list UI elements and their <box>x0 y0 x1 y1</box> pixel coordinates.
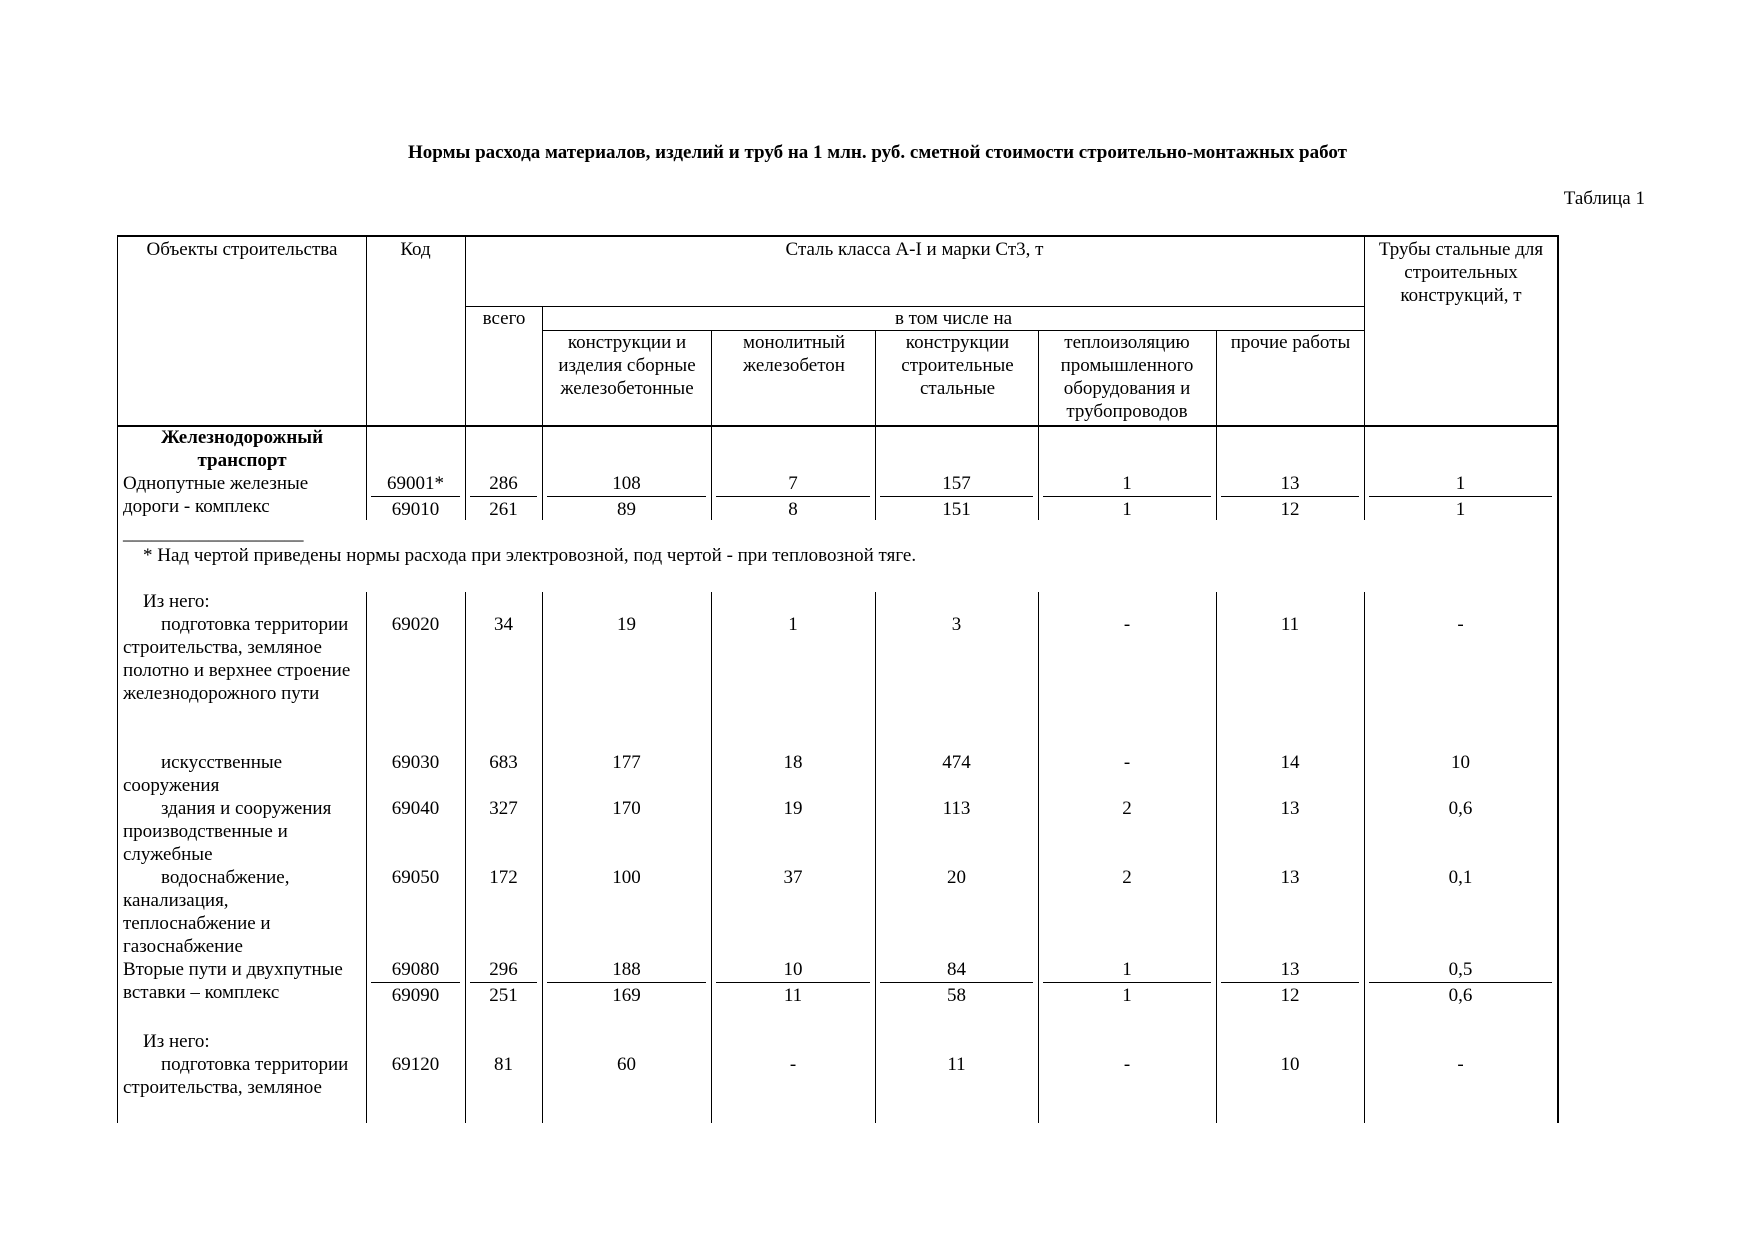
value-cell: 296 <box>489 959 518 980</box>
row-name: Однопутные железные дороги - комплекс <box>123 473 309 517</box>
fraction-line <box>1369 982 1552 983</box>
code-cell: 69050 <box>391 867 440 888</box>
code-cell: 69090 <box>391 985 440 1006</box>
value-cell: 169 <box>612 985 641 1006</box>
value-cell: 11 <box>1280 614 1300 635</box>
col-border-prefab-lower <box>542 592 543 1123</box>
header-including: в том числе на <box>894 308 1013 329</box>
value-cell: 7 <box>788 473 798 494</box>
col-border-insulation <box>1038 330 1039 520</box>
fraction-line <box>880 496 1033 497</box>
page-title: Нормы расхода материалов, изделий и труб на 1 млн. руб. сметной стоимости строительно-монтажных работ <box>408 142 1347 163</box>
header-steel: Сталь класса А-I и марки Ст3, т <box>785 239 1044 260</box>
col-border-monolith-lower <box>711 592 712 1123</box>
value-cell: 2 <box>1122 798 1132 819</box>
table-top-border <box>117 235 1558 237</box>
fraction-line <box>1221 496 1359 497</box>
value-cell: 0,6 <box>1448 985 1473 1006</box>
value-cell: 13 <box>1280 473 1300 494</box>
col-border-pipes-lower <box>1364 592 1365 1123</box>
col-border-prefab <box>542 306 543 520</box>
value-cell: 474 <box>942 752 971 773</box>
value-cell: 37 <box>783 867 803 888</box>
fraction-line <box>716 982 870 983</box>
value-cell: 12 <box>1280 499 1300 520</box>
value-cell: - <box>1457 1054 1464 1075</box>
header-pipes: Трубы стальные для строительных конструкций, т <box>1378 239 1544 306</box>
value-cell: 1 <box>1455 473 1466 494</box>
col-border-insulation-lower <box>1038 592 1039 1123</box>
value-cell: 18 <box>783 752 803 773</box>
header-steel-structures: конструкции строительные стальные <box>901 332 1014 399</box>
col-border-steel-lower <box>875 592 876 1123</box>
value-cell: 1 <box>1122 499 1132 520</box>
value-cell: 327 <box>489 798 518 819</box>
of-it-label: Из него: <box>143 1031 210 1052</box>
code-cell: 69120 <box>391 1054 440 1075</box>
fraction-line <box>470 496 537 497</box>
value-cell: 1 <box>1122 959 1132 980</box>
header-code: Код <box>400 239 431 260</box>
header-other: прочие работы <box>1230 332 1351 353</box>
value-cell: 14 <box>1280 752 1300 773</box>
col-border-other <box>1216 330 1217 520</box>
code-cell: 69080 <box>391 959 440 980</box>
fraction-line <box>371 982 460 983</box>
header-monolith: монолитный железобетон <box>743 332 845 376</box>
value-cell: 188 <box>612 959 641 980</box>
fraction-line <box>547 496 706 497</box>
col-border-code <box>366 235 367 520</box>
value-cell: 10 <box>783 959 803 980</box>
code-cell: 69010 <box>391 499 440 520</box>
value-cell: - <box>1123 752 1131 773</box>
col-border-total-lower <box>465 592 466 1123</box>
value-cell: 170 <box>612 798 641 819</box>
fraction-line <box>547 982 706 983</box>
code-cell: 69020 <box>391 614 440 635</box>
col-border-total <box>465 235 466 520</box>
value-cell: 10 <box>1451 752 1470 773</box>
value-cell: 108 <box>612 473 641 494</box>
value-cell: 13 <box>1280 867 1300 888</box>
value-cell: 19 <box>617 614 636 635</box>
footnote-separator: ___________________ <box>123 523 304 544</box>
value-cell: - <box>1457 614 1464 635</box>
of-it-label: Из него: <box>143 591 210 612</box>
header-prefab: конструкции и изделия сборные железобетонные <box>558 332 696 399</box>
value-cell: 13 <box>1280 798 1300 819</box>
value-cell: 81 <box>494 1054 513 1075</box>
value-cell: 286 <box>489 473 518 494</box>
header-insulation: теплоизоляцию промышленного оборудования и трубопроводов <box>1060 332 1194 422</box>
value-cell: 84 <box>947 959 966 980</box>
fraction-line <box>371 496 460 497</box>
value-cell: 1 <box>1455 499 1466 520</box>
table-right-border <box>1557 235 1559 1123</box>
value-cell: 172 <box>489 867 518 888</box>
fraction-line <box>470 982 537 983</box>
value-cell: - <box>789 1054 797 1075</box>
row-name: Вторые пути и двухпутные вставки – комплекс <box>123 959 343 1003</box>
value-cell: 20 <box>947 867 966 888</box>
value-cell: 11 <box>783 985 803 1006</box>
value-cell: 0,6 <box>1448 798 1473 819</box>
code-cell: 69001* <box>387 473 444 494</box>
section-title: Железнодорожный транспорт <box>160 427 324 471</box>
value-cell: 1 <box>1122 985 1132 1006</box>
col-border-monolith <box>711 330 712 520</box>
value-cell: 8 <box>788 499 798 520</box>
value-cell: - <box>1123 1054 1131 1075</box>
fraction-line <box>1369 496 1552 497</box>
header-objects: Объекты строительства <box>146 239 338 260</box>
value-cell: 89 <box>617 499 636 520</box>
value-cell: 11 <box>947 1054 966 1075</box>
row-name: подготовка территории строительства, земляное <box>123 1054 349 1098</box>
value-cell: 683 <box>489 752 518 773</box>
fraction-line <box>716 496 870 497</box>
value-cell: 1 <box>788 614 798 635</box>
value-cell: 58 <box>947 985 966 1006</box>
table-left-border-lower <box>117 1020 118 1123</box>
code-cell: 69040 <box>391 798 440 819</box>
value-cell: 34 <box>494 614 513 635</box>
value-cell: 100 <box>612 867 641 888</box>
col-border-code-lower <box>366 592 367 1123</box>
value-cell: 0,5 <box>1448 959 1473 980</box>
value-cell: 151 <box>942 499 971 520</box>
value-cell: 1 <box>1122 473 1132 494</box>
value-cell: 60 <box>617 1054 636 1075</box>
value-cell: 3 <box>951 614 962 635</box>
value-cell: 0,1 <box>1448 867 1473 888</box>
fraction-line <box>1043 496 1211 497</box>
col-border-pipes <box>1364 235 1365 520</box>
code-cell: 69030 <box>391 752 440 773</box>
fraction-line <box>1221 982 1359 983</box>
value-cell: 10 <box>1280 1054 1300 1075</box>
row-name: здания и сооружения производственные и служебные <box>123 798 332 865</box>
row-name: искусственные сооружения <box>123 752 283 796</box>
header-total: всего <box>482 308 526 329</box>
table-label: Таблица 1 <box>1563 188 1645 209</box>
value-cell: 157 <box>942 473 971 494</box>
fraction-line <box>880 982 1033 983</box>
col-border-other-lower <box>1216 592 1217 1123</box>
footnote: * Над чертой приведены нормы расхода при электровозной, под чертой - при тепловозной тяге. <box>143 545 917 566</box>
row-name: водоснабжение, канализация, теплоснабжение и газоснабжение <box>123 867 290 957</box>
value-cell: 261 <box>489 499 518 520</box>
value-cell: 251 <box>489 985 518 1006</box>
value-cell: 19 <box>783 798 803 819</box>
col-border-steel <box>875 330 876 520</box>
value-cell: 12 <box>1280 985 1300 1006</box>
value-cell: - <box>1123 614 1131 635</box>
value-cell: 2 <box>1122 867 1132 888</box>
value-cell: 13 <box>1280 959 1300 980</box>
fraction-line <box>1043 982 1211 983</box>
value-cell: 113 <box>942 798 971 819</box>
value-cell: 177 <box>612 752 641 773</box>
table-left-border <box>117 235 118 1020</box>
row-name: подготовка территории строительства, земляное полотно и верхнее строение железнодорожного пути <box>123 614 351 704</box>
